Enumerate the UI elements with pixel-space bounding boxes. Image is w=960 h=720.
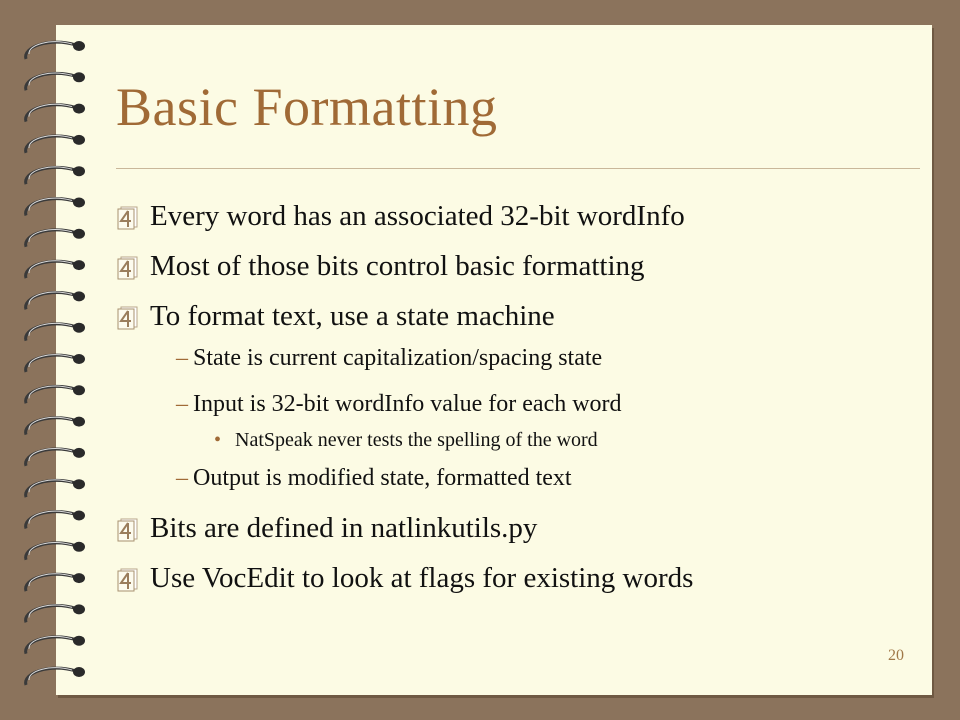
sub-bullet-item bbox=[176, 391, 622, 418]
spiral-ring bbox=[26, 543, 76, 560]
spiral-ring bbox=[26, 324, 76, 341]
spiral-hole bbox=[73, 323, 85, 333]
spiral-hole bbox=[73, 72, 85, 82]
dash-marker: – bbox=[176, 345, 188, 371]
spiral-ring bbox=[26, 449, 76, 466]
spiral-ring bbox=[26, 199, 76, 216]
notepad-4-icon bbox=[114, 566, 140, 592]
bullet-item bbox=[150, 562, 693, 595]
spiral-ring bbox=[26, 606, 76, 623]
spiral-hole bbox=[73, 229, 85, 239]
spiral-hole bbox=[73, 667, 85, 677]
spiral-hole bbox=[73, 479, 85, 489]
spiral-ring bbox=[26, 261, 76, 278]
spiral-hole bbox=[73, 542, 85, 552]
sub-bullet-text: Input is 32-bit wordInfo value for each word bbox=[193, 391, 622, 417]
spiral-ring bbox=[26, 418, 76, 435]
dot-marker: • bbox=[214, 429, 222, 451]
notepad-4-icon bbox=[114, 516, 140, 542]
notepad-4-icon bbox=[114, 304, 140, 330]
sub-sub-bullet-text: NatSpeak never tests the spelling of the word bbox=[235, 429, 598, 451]
bullet-item bbox=[150, 250, 645, 283]
spiral-hole bbox=[73, 291, 85, 301]
slide-title: Basic Formatting bbox=[116, 77, 498, 137]
sub-sub-bullet-item bbox=[214, 429, 598, 452]
spiral-hole bbox=[73, 636, 85, 646]
dash-marker: – bbox=[176, 465, 188, 491]
spiral-hole bbox=[73, 354, 85, 364]
spiral-ring bbox=[26, 42, 76, 59]
spiral-ring bbox=[26, 167, 76, 184]
spiral-hole bbox=[73, 260, 85, 270]
spiral-hole bbox=[73, 198, 85, 208]
dash-marker: – bbox=[176, 391, 188, 417]
spiral-hole bbox=[73, 41, 85, 51]
spiral-hole bbox=[73, 135, 85, 145]
spiral-hole bbox=[73, 166, 85, 176]
notepad-4-icon bbox=[114, 204, 140, 230]
spiral-ring bbox=[26, 230, 76, 247]
spiral-hole bbox=[73, 511, 85, 521]
spiral-hole bbox=[73, 604, 85, 614]
title-divider bbox=[116, 168, 920, 169]
bullet-text: Use VocEdit to look at flags for existing words bbox=[150, 562, 694, 594]
spiral-ring bbox=[26, 73, 76, 90]
spiral-ring bbox=[26, 480, 76, 497]
spiral-ring bbox=[26, 355, 76, 372]
spiral-binding bbox=[0, 0, 110, 720]
bullet-text: Every word has an associated 32-bit wordInfo bbox=[150, 200, 685, 232]
bullet-item bbox=[150, 200, 685, 233]
spiral-ring bbox=[26, 386, 76, 403]
sub-bullet-item bbox=[176, 345, 603, 372]
notepad-4-icon bbox=[114, 254, 140, 280]
spiral-hole bbox=[73, 417, 85, 427]
spiral-hole bbox=[73, 104, 85, 114]
bullet-text: Most of those bits control basic formatting bbox=[150, 250, 645, 282]
spiral-ring bbox=[26, 637, 76, 654]
sub-bullet-text: State is current capitalization/spacing state bbox=[193, 345, 603, 371]
spiral-ring bbox=[26, 293, 76, 310]
spiral-hole bbox=[73, 448, 85, 458]
bullet-item bbox=[150, 512, 537, 545]
sub-bullet-item bbox=[176, 465, 572, 492]
spiral-hole bbox=[73, 573, 85, 583]
spiral-hole bbox=[73, 385, 85, 395]
bullet-text: Bits are defined in natlinkutils.py bbox=[150, 512, 538, 544]
sub-bullet-text: Output is modified state, formatted text bbox=[193, 465, 572, 491]
spiral-ring bbox=[26, 574, 76, 591]
spiral-ring bbox=[26, 136, 76, 153]
spiral-ring bbox=[26, 512, 76, 529]
bullet-item bbox=[150, 300, 555, 333]
page-number: 20 bbox=[888, 647, 904, 664]
spiral-ring bbox=[26, 105, 76, 122]
bullet-text: To format text, use a state machine bbox=[150, 300, 555, 332]
spiral-ring bbox=[26, 668, 76, 685]
